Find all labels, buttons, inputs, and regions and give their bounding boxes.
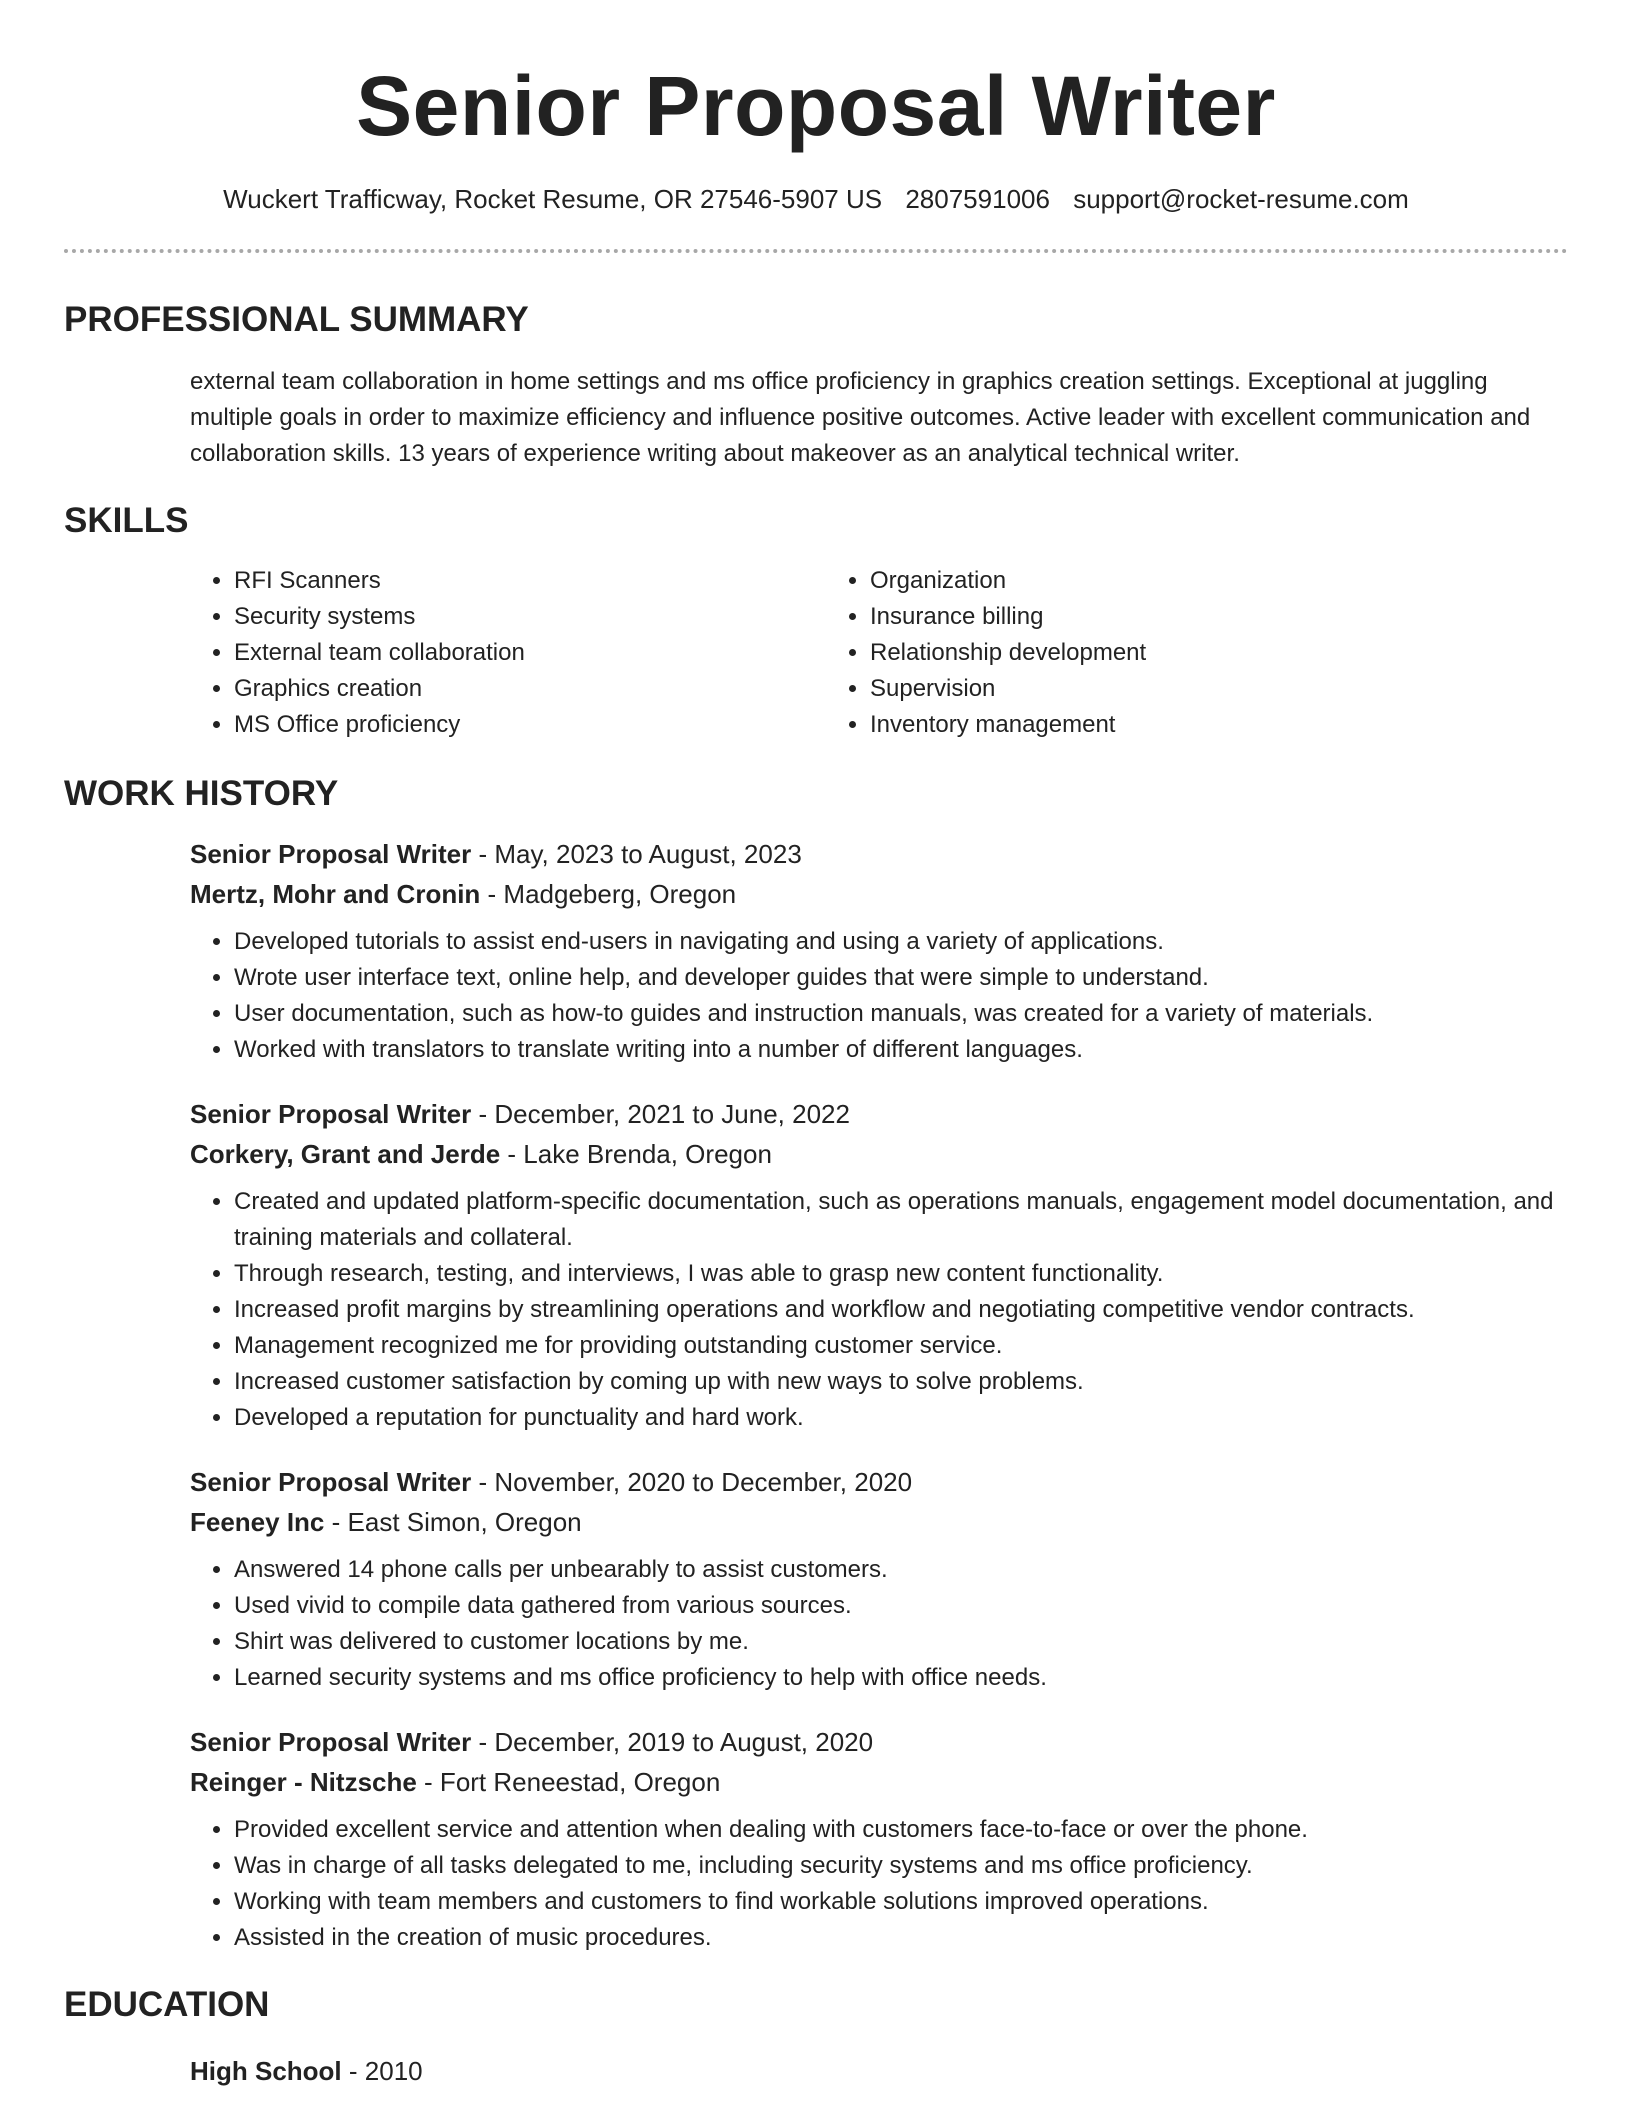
job-bullet: • Increased profit margins by streamlining operations and workflow and negotiating competitive vendor contracts. — [234, 1292, 1568, 1328]
job-title-line — [190, 1094, 1568, 1134]
contact-phone: 2807591006 — [905, 184, 1050, 214]
contact-email: support@rocket-resume.com — [1073, 184, 1409, 214]
skill-item: • MS Office proficiency — [234, 707, 826, 743]
job-company: Feeney Inc — [190, 1507, 325, 1537]
job-dates: - December, 2021 to June, 2022 — [471, 1099, 850, 1129]
resume-name: Senior Proposal Writer — [356, 59, 1276, 153]
job-title-line — [190, 834, 1568, 874]
skill-item: • Organization — [870, 563, 1462, 599]
job-bullet: • Provided excellent service and attention when dealing with customers face-to-face or over the phone. — [234, 1812, 1568, 1848]
work-history-heading: WORK HISTORY — [64, 774, 339, 813]
education-section — [190, 2051, 1568, 2091]
job-bullet: • Increased customer satisfaction by coming up with new ways to solve problems. — [234, 1364, 1568, 1400]
education-degree: High School — [190, 2056, 342, 2086]
job-bullet: • User documentation, such as how-to guides and instruction manuals, was created for a variety of materials. — [234, 996, 1568, 1032]
job-company: Mertz, Mohr and Cronin — [190, 879, 481, 909]
education-year: - 2010 — [341, 2056, 423, 2086]
skill-item: • Insurance billing — [870, 599, 1462, 635]
resume-page — [64, 0, 1568, 2091]
skill-item: • Security systems — [234, 599, 826, 635]
skill-item: • Supervision — [870, 671, 1462, 707]
job-bullet: • Answered 14 phone calls per unbearably to assist customers. — [234, 1552, 1568, 1588]
job-entry — [190, 1722, 1568, 1956]
job-title: Senior Proposal Writer — [190, 1099, 472, 1129]
job-title-line — [190, 1462, 1568, 1502]
job-bullet: • Used vivid to compile data gathered from various sources. — [234, 1588, 1568, 1624]
job-title: Senior Proposal Writer — [190, 1727, 472, 1757]
summary-text: external team collaboration in home settings and ms office proficiency in graphics creation settings. Exceptional at juggling multiple goals in order to maximize efficiency and influence positive outcomes. Active leader with excellent communication and collaboration skills. 13 years of experience writing about makeover as an analytical technical writer. — [190, 368, 1531, 467]
job-title-line — [190, 1722, 1568, 1762]
work-history-section — [190, 834, 1568, 1956]
job-bullet: • Developed tutorials to assist end-users in navigating and using a variety of applications. — [234, 924, 1568, 960]
job-bullet: • Developed a reputation for punctuality and hard work. — [234, 1400, 1568, 1436]
job-bullet: • Working with team members and customers to find workable solutions improved operations. — [234, 1884, 1568, 1920]
job-company-line — [190, 1762, 1568, 1802]
skill-item: • Inventory management — [870, 707, 1462, 743]
job-bullets — [190, 1184, 1568, 1436]
header-divider — [64, 249, 1568, 253]
job-bullets — [190, 1552, 1568, 1696]
job-bullets — [190, 924, 1568, 1068]
job-entry — [190, 1094, 1568, 1436]
skills-columns — [190, 563, 1568, 743]
job-bullets — [190, 1812, 1568, 1956]
job-location: - Madgeberg, Oregon — [480, 879, 737, 909]
job-company-line — [190, 1502, 1568, 1542]
job-dates: - May, 2023 to August, 2023 — [471, 839, 802, 869]
education-entry — [190, 2051, 1568, 2091]
summary-section — [190, 364, 1568, 472]
job-entry — [190, 834, 1568, 1068]
job-company: Corkery, Grant and Jerde — [190, 1139, 501, 1169]
job-bullet: • Worked with translators to translate writing into a number of different languages. — [234, 1032, 1568, 1068]
job-company-line — [190, 874, 1568, 914]
job-bullet: • Wrote user interface text, online help, and developer guides that were simple to understand. — [234, 960, 1568, 996]
skill-item: • Graphics creation — [234, 671, 826, 707]
skill-item: • External team collaboration — [234, 635, 826, 671]
job-location: - Fort Reneestad, Oregon — [416, 1767, 721, 1797]
job-location: - Lake Brenda, Oregon — [500, 1139, 772, 1169]
skills-section — [190, 563, 1568, 743]
skills-heading: SKILLS — [64, 501, 189, 540]
job-bullet: • Assisted in the creation of music procedures. — [234, 1920, 1568, 1956]
skill-item: • Relationship development — [870, 635, 1462, 671]
job-bullet: • Shirt was delivered to customer locations by me. — [234, 1624, 1568, 1660]
job-dates: - November, 2020 to December, 2020 — [471, 1467, 913, 1497]
job-company-line — [190, 1134, 1568, 1174]
contact-address: Wuckert Trafficway, Rocket Resume, OR 27546-5907 US — [223, 184, 883, 214]
education-heading: EDUCATION — [64, 1985, 270, 2024]
job-bullet: • Management recognized me for providing outstanding customer service. — [234, 1328, 1568, 1364]
contact-line — [64, 182, 1568, 216]
job-entry — [190, 1462, 1568, 1696]
job-company: Reinger - Nitzsche — [190, 1767, 417, 1797]
skills-list-right — [826, 563, 1462, 743]
job-bullet: • Created and updated platform-specific documentation, such as operations manuals, engagement model documentation, and training materials and collateral. — [234, 1184, 1568, 1256]
job-title: Senior Proposal Writer — [190, 839, 472, 869]
skill-item: • RFI Scanners — [234, 563, 826, 599]
job-bullet: • Through research, testing, and interviews, I was able to grasp new content functionality. — [234, 1256, 1568, 1292]
job-bullet: • Was in charge of all tasks delegated to me, including security systems and ms office proficiency. — [234, 1848, 1568, 1884]
job-bullet: • Learned security systems and ms office proficiency to help with office needs. — [234, 1660, 1568, 1696]
job-dates: - December, 2019 to August, 2020 — [471, 1727, 874, 1757]
summary-heading: PROFESSIONAL SUMMARY — [64, 300, 529, 339]
job-title: Senior Proposal Writer — [190, 1467, 472, 1497]
skills-list-left — [190, 563, 826, 743]
job-location: - East Simon, Oregon — [324, 1507, 582, 1537]
